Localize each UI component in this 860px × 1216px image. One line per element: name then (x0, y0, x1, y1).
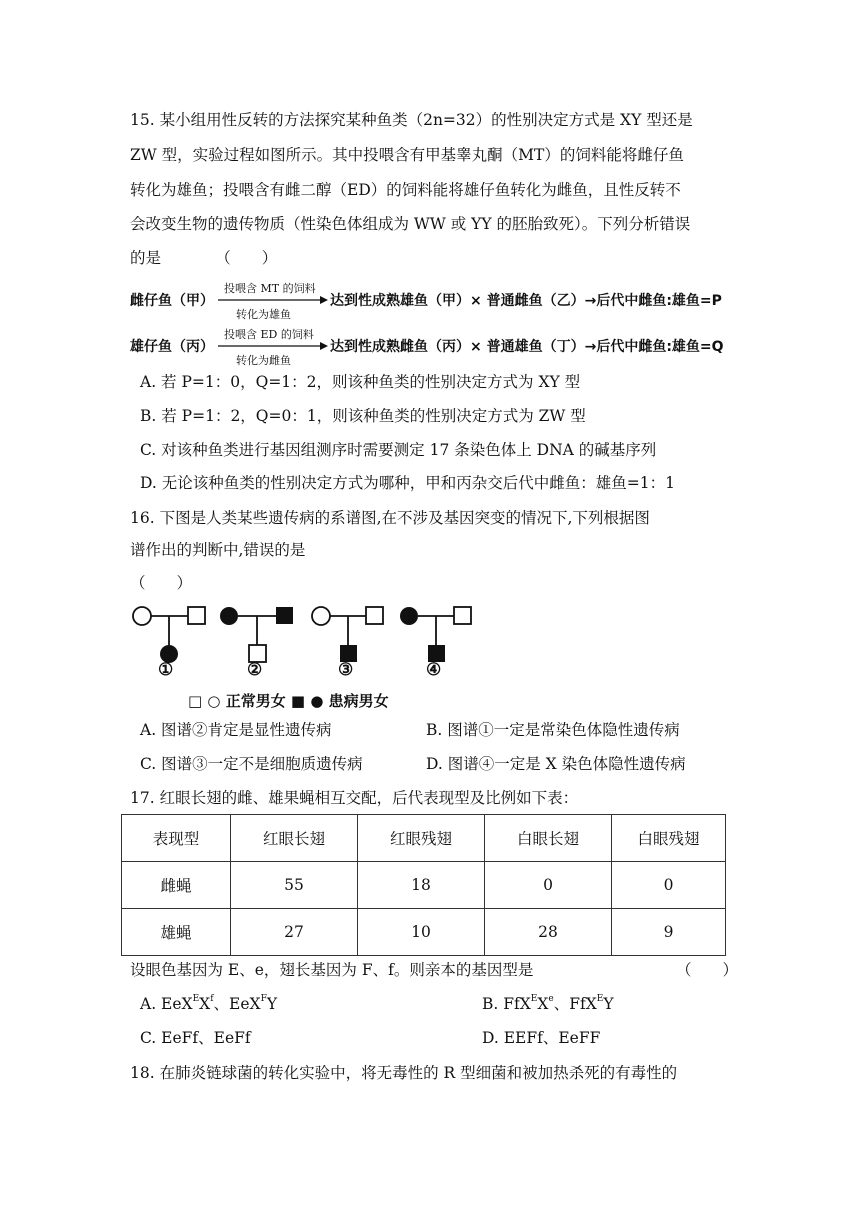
q17-option-a-text: A. EeX (140, 995, 193, 1013)
table-header: 白眼残翅 (612, 815, 726, 862)
pedigree-label-3: ③ (338, 660, 354, 680)
pedigree-legend: □ ○ 正常男女 ■ ● 患病男女 (188, 692, 389, 710)
flow-1 (130, 290, 214, 310)
table-header: 红眼残翅 (358, 815, 485, 862)
q15-option-c: C. 对该种鱼类进行基因组测序时需要测定 17 条染色体上 DNA 的碱基序列 (140, 441, 657, 459)
table-header: 白眼长翅 (485, 815, 612, 862)
q17-option-b: B. FfX$^E$Xe、FfX$^E$Y (482, 994, 614, 1013)
q16-line-1: 16. 下图是人类某些遗传病的系谱图,在不涉及基因突变的情况下,下列根据图 (130, 509, 650, 527)
table-header: 红眼长翅 (231, 815, 358, 862)
flow-1-arrow (218, 280, 328, 320)
q15-option-d: D. 无论该种鱼类的性别决定方式为哪种，甲和丙杂交后代中雌鱼：雄鱼=1：1 (140, 474, 675, 492)
table-cell: 雌蝇 (122, 862, 231, 909)
table-row (122, 862, 726, 909)
table-cell: 55 (231, 862, 358, 909)
q17-option-d: D. EEFf、EeFF (482, 1029, 601, 1047)
flow-2-start: 雄仔鱼（丙） (130, 339, 214, 355)
pedigree-4 (400, 607, 471, 662)
pedigree-3 (312, 607, 383, 662)
q15-line-4: 会改变生物的遗传物质（性染色体组成为 WW 或 YY 的胚胎致死）。下列分析错误 (130, 215, 691, 233)
table-cell: 28 (485, 909, 612, 956)
table-cell: 雄蝇 (122, 909, 231, 956)
q18-line-1: 18. 在肺炎链球菌的转化实验中，将无毒性的 R 型细菌和被加热杀死的有毒性的 (130, 1064, 678, 1082)
flow-1-arrow-top: 投喂含 MT 的饲料 (224, 282, 316, 295)
pedigree-1 (133, 607, 205, 663)
table-cell: 0 (612, 862, 726, 909)
flow-2-end: 达到性成熟雌鱼（丙）× 普通雄鱼（丁）→后代中雌鱼:雄鱼=Q (330, 339, 724, 355)
flow-2-arrow-bottom: 转化为雌鱼 (236, 354, 291, 367)
flow-2 (130, 336, 214, 356)
flow-1-end: 达到性成熟雄鱼（甲）× 普通雌鱼（乙）→后代中雌鱼:雄鱼=P (330, 293, 722, 309)
table-header-row (122, 815, 726, 862)
table-cell: 10 (358, 909, 485, 956)
table-cell: 27 (231, 909, 358, 956)
q17-question: 设眼色基因为 E、e，翅长基因为 F、f。则亲本的基因型是 (130, 961, 534, 979)
q16-line-3: （ ） (130, 574, 193, 592)
q15-line-2: ZW 型，实验过程如图所示。其中投喂含有甲基睾丸酮（MT）的饲料能将雌仔鱼 (130, 146, 684, 164)
flow-2-arrow (218, 326, 328, 366)
pedigree-label-1: ① (158, 660, 174, 680)
table-cell: 18 (358, 862, 485, 909)
q16-line-2: 谱作出的判断中,错误的是 (130, 541, 306, 559)
pedigree-2 (220, 607, 293, 662)
table-cell: 0 (485, 862, 612, 909)
q15-option-b: B. 若 P=1：2，Q=0：1，则该种鱼类的性别决定方式为 ZW 型 (140, 407, 586, 425)
q16-option-d: D. 图谱④一定是 X 染色体隐性遗传病 (426, 755, 686, 773)
q15-line-3: 转化为雄鱼；投喂含有雌二醇（ED）的饲料能将雄仔鱼转化为雌鱼，且性反转不 (130, 181, 681, 199)
q16-option-b: B. 图谱①一定是常染色体隐性遗传病 (426, 721, 680, 739)
q17-intro: 17. 红眼长翅的雌、雄果蝇相互交配，后代表现型及比例如下表： (130, 789, 579, 807)
flow-1-start: 雌仔鱼（甲） (130, 293, 214, 309)
q15-line-1: 15. 某小组用性反转的方法探究某种鱼类（2n=32）的性别决定方式是 XY 型还是 (130, 111, 693, 129)
q16-option-a: A. 图谱②肯定是显性遗传病 (140, 721, 332, 739)
table-header: 表现型 (122, 815, 231, 862)
q17-option-a: A. $EeX^EX^f$、EeX$^F$Y (140, 994, 278, 1013)
q15-option-a: A. 若 P=1：0，Q=1：2，则该种鱼类的性别决定方式为 XY 型 (140, 373, 581, 391)
q16-option-c: C. 图谱③一定不是细胞质遗传病 (140, 755, 363, 773)
q15-line-5: 的是 （ ） (130, 249, 278, 267)
arrow-icon (218, 340, 328, 352)
table-row (122, 909, 726, 956)
q17-option-b-text: B. FfX (482, 995, 531, 1013)
phenotype-table (121, 814, 726, 956)
q17-paren: （ ） (676, 961, 739, 979)
q17-option-c: C. EeFf、EeFf (140, 1029, 251, 1047)
pedigree-label-2: ② (247, 660, 263, 680)
flow-2-arrow-top: 投喂含 ED 的饲料 (224, 328, 314, 341)
flow-1-arrow-bottom: 转化为雄鱼 (236, 308, 291, 321)
pedigree-label-4: ④ (426, 660, 442, 680)
table-cell: 9 (612, 909, 726, 956)
arrow-icon (218, 294, 328, 306)
